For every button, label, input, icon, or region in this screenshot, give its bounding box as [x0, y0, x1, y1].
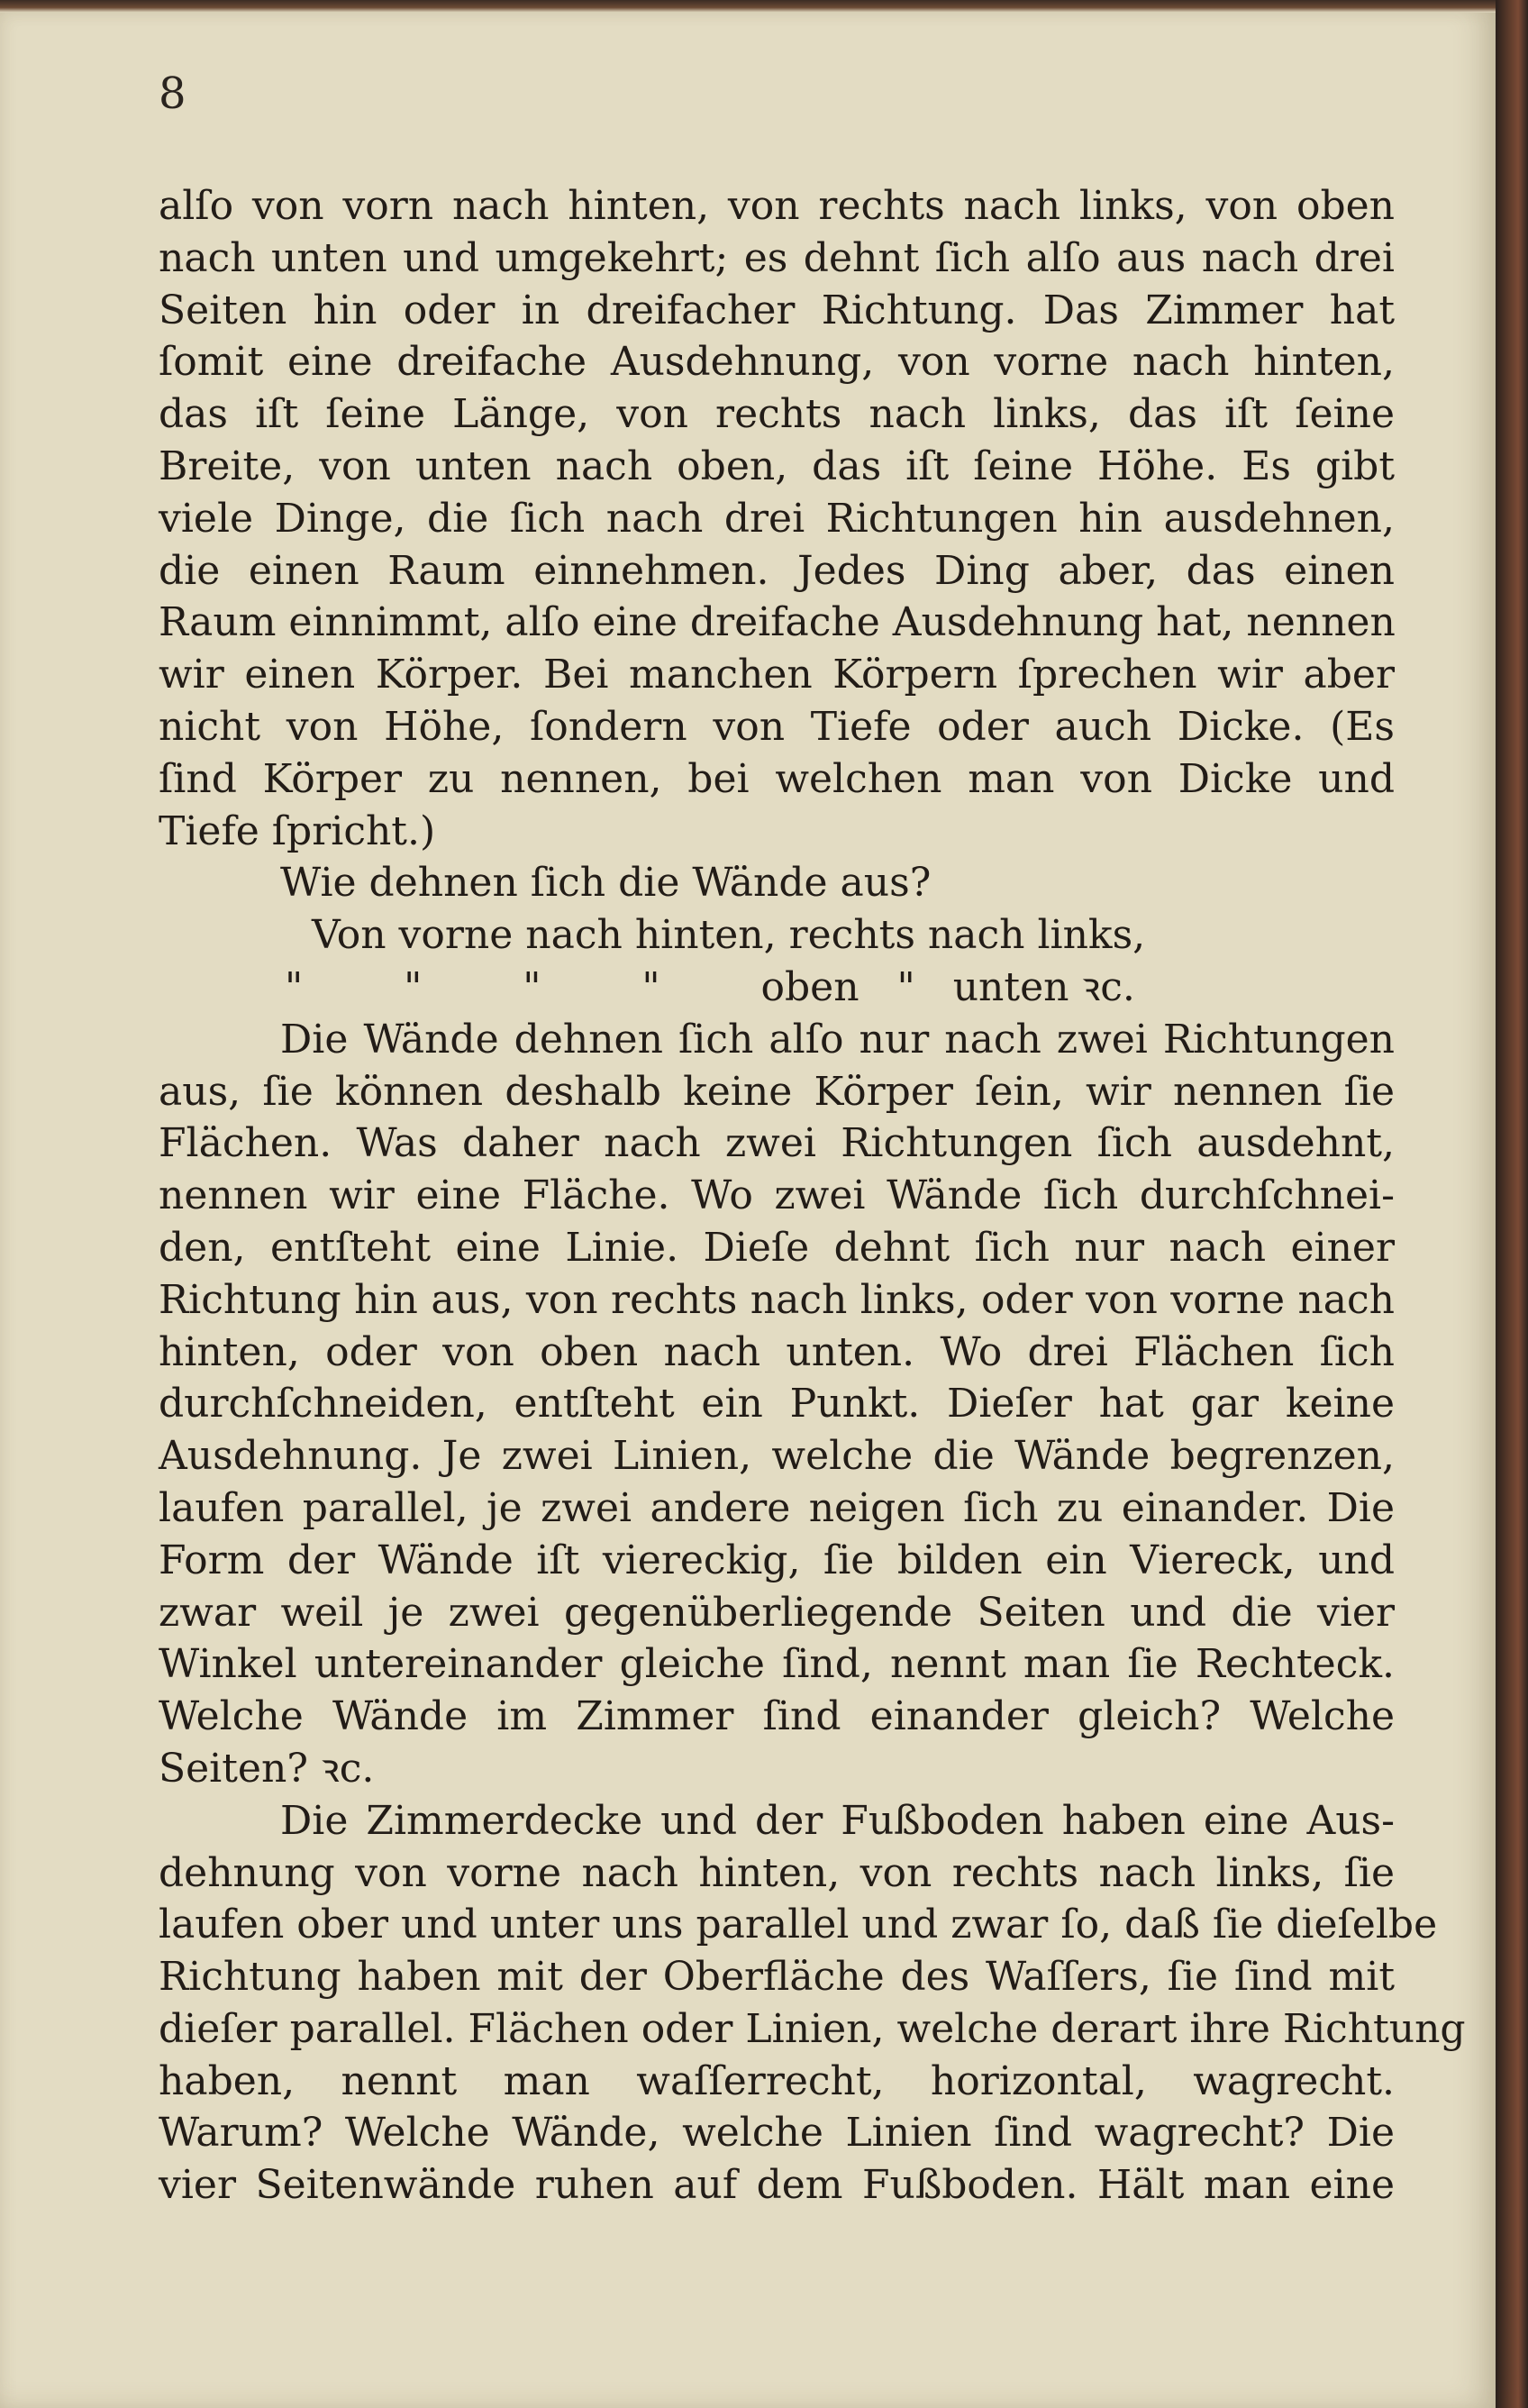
text-line: haben, nennt man waſſerrecht, horizontal, wagrecht. — [159, 2057, 1395, 2104]
text-line: dehnung von vorne nach hinten, von rechts nach links, ſie — [159, 1849, 1395, 1896]
text-line: Form der Wände iſt viereckig, ſie bilden ein Viereck, und — [159, 1537, 1395, 1583]
text-line: Die Wände dehnen ſich alſo nur nach zwei Richtungen — [280, 1016, 1395, 1063]
text-line: alſo von vorn nach hinten, von rechts nach links, von oben — [159, 183, 1395, 229]
text-line: das iſt ſeine Länge, von rechts nach links, das iſt ſeine — [159, 391, 1395, 438]
body-text — [159, 180, 1466, 2212]
text-line: Wie dehnen ſich die Wände aus? — [280, 860, 932, 907]
text-line: laufen parallel, je zwei andere neigen ſich zu einander. Die — [159, 1484, 1395, 1531]
text-line: vier Seitenwände ruhen auf dem Fußboden. Hält man eine — [159, 2162, 1395, 2209]
text-line: Die Zimmerdecke und der Fußboden haben eine Aus- — [280, 1797, 1395, 1844]
text-line: ſind Körper zu nennen, bei welchen man von Dicke und — [159, 755, 1395, 802]
text-line: die einen Raum einnehmen. Jedes Ding aber, das einen — [159, 547, 1395, 594]
text-line: nennen wir eine Fläche. Wo zwei Wände ſich durchſchnei- — [159, 1172, 1395, 1219]
text-line: Warum? Welche Wände, welche Linien ſind wagrecht? Die — [159, 2110, 1395, 2157]
text-line: laufen ober und unter uns parallel und zwar ſo, daß ſie dieſelbe — [159, 1902, 1438, 1948]
text-line: " " " " oben " unten ꝛc. — [285, 963, 1135, 1010]
text-line: den, entſteht eine Linie. Dieſe dehnt ſich nur nach einer — [159, 1224, 1395, 1271]
text-line: viele Dinge, die ſich nach drei Richtungen hin ausdehnen, — [159, 495, 1395, 542]
page-top-shadow — [0, 0, 1496, 13]
text-line: Ausdehnung. Je zwei Linien, welche die Wände begrenzen, — [159, 1433, 1395, 1480]
text-line: hinten, oder von oben nach unten. Wo drei Flächen ſich — [159, 1328, 1395, 1375]
text-line: Von vorne nach hinten, rechts nach links, — [312, 912, 1146, 959]
page-number: 8 — [159, 68, 187, 119]
text-line: aus, ſie können deshalb keine Körper ſein, wir nennen ſie — [159, 1068, 1395, 1115]
text-line: Seiten? ꝛc. — [159, 1745, 375, 1792]
text-line: nicht von Höhe, ſondern von Tiefe oder auch Dicke. (Es — [159, 703, 1395, 750]
text-line: Flächen. Was daher nach zwei Richtungen ſich ausdehnt, — [159, 1120, 1395, 1167]
text-line: Tiefe ſpricht.) — [159, 807, 436, 854]
text-line: Richtung haben mit der Oberfläche des Waſſers, ſie ſind mit — [159, 1954, 1395, 2001]
book-spine-edge — [1496, 0, 1528, 2408]
text-line: Breite, von unten nach oben, das iſt ſeine Höhe. Es gibt — [159, 442, 1395, 489]
text-line: Raum einnimmt, alſo eine dreifache Ausdehnung hat, nennen — [159, 599, 1396, 646]
text-line: Seiten hin oder in dreifacher Richtung. Das Zimmer hat — [159, 287, 1395, 333]
text-line: ſomit eine dreifache Ausdehnung, von vorne nach hinten, — [159, 339, 1395, 386]
text-line: Richtung hin aus, von rechts nach links, oder von vorne nach — [159, 1276, 1395, 1323]
text-line: dieſer parallel. Flächen oder Linien, welche derart ihre Richtung — [159, 2005, 1466, 2052]
text-line: wir einen Körper. Bei manchen Körpern ſprechen wir aber — [159, 652, 1395, 698]
text-line: Welche Wände im Zimmer ſind einander gleich? Welche — [159, 1693, 1395, 1740]
text-line: nach unten und umgekehrt; es dehnt ſich alſo aus nach drei — [159, 234, 1395, 281]
text-line: durchſchneiden, entſteht ein Punkt. Dieſer hat gar keine — [159, 1381, 1395, 1427]
text-line: Winkel untereinander gleiche ſind, nennt man ſie Rechteck. — [159, 1641, 1395, 1688]
text-line: zwar weil je zwei gegenüberliegende Seiten und die vier — [159, 1589, 1395, 1636]
